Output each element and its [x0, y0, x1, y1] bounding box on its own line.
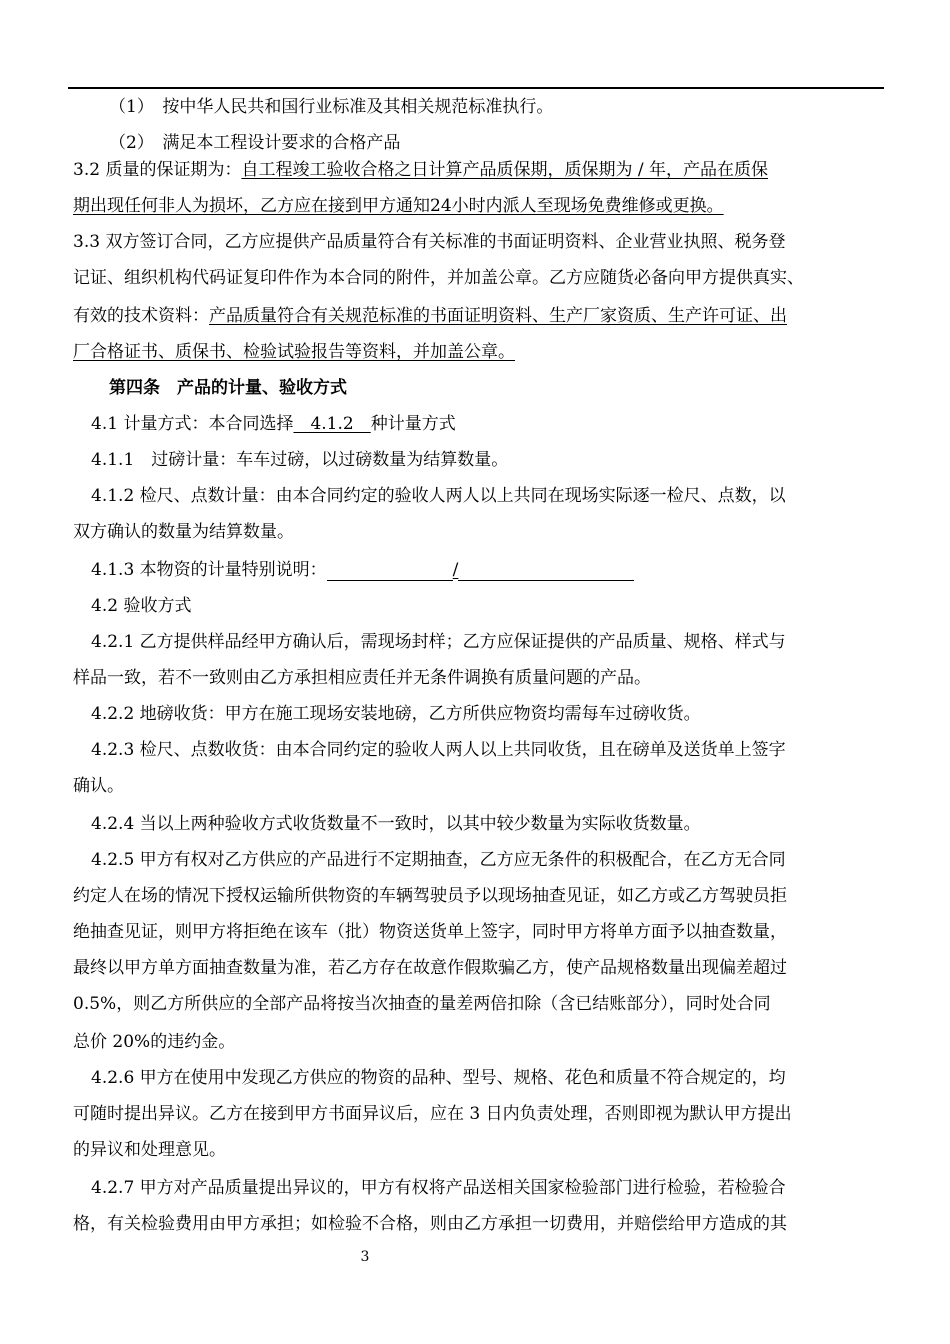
- clause-4-2-6-line-1: 4.2.6 甲方在使用中发现乙方供应的物资的品种、型号、规格、花色和质量不符合规定的，均: [91, 1068, 786, 1088]
- clause-4-2-5-line-5: 0.5%，则乙方所供应的全部产品将按当次抽查的量差两倍扣除（含已结账部分），同时处合同: [73, 994, 771, 1014]
- special-note-blank-right: [458, 560, 634, 581]
- clause-3-3-line-4: [73, 342, 515, 362]
- clause-4-2-1-line-1: 4.2.1 乙方提供样品经甲方确认后，需现场封样；乙方应保证提供的产品质量、规格、样式与: [91, 632, 786, 652]
- article-4-heading: 第四条 产品的计量、验收方式: [109, 378, 347, 398]
- warranty-period-text-cont: 期出现任何非人为损坏，乙方应在接到甲方通知24小时内派人至现场免费维修或更换。: [73, 196, 724, 216]
- clause-4-2-5-line-3: 绝抽查见证，则甲方将拒绝在该车（批）物资送货单上签字，同时甲方将单方面予以抽查数量，: [73, 922, 787, 942]
- clause-4-1-1: 4.1.1 过磅计量：车车过磅，以过磅数量为结算数量。: [91, 450, 509, 470]
- clause-4-2-6-line-3: 的异议和处理意见。: [73, 1140, 226, 1160]
- clause-4-2: 4.2 验收方式: [91, 596, 192, 616]
- measure-method-label: 4.1 计量方式：本合同选择: [91, 414, 294, 434]
- clause-4-2-5-line-6: 总价 20%的违约金。: [73, 1032, 236, 1052]
- clause-4-1: [91, 414, 456, 434]
- clause-4-1-2-line-1: 4.1.2 检尺、点数计量：由本合同约定的验收人两人以上共同在现场实际逐一检尺、点数，以: [91, 486, 786, 506]
- measure-method-value: 4.1.2: [293, 414, 371, 434]
- clause-4-2-7-line-1: 4.2.7 甲方对产品质量提出异议的，甲方有权将产品送相关国家检验部门进行检验，若检验合: [91, 1178, 786, 1198]
- clause-4-2-4: 4.2.4 当以上两种验收方式收货数量不一致时，以其中较少数量为实际收货数量。: [91, 814, 701, 834]
- clause-3-3-line-2: 记证、组织机构代码证复印件作为本合同的附件，并加盖公章。乙方应随货必备向甲方提供真实、: [73, 268, 804, 288]
- clause-4-2-5-line-2: 约定人在场的情况下授权运输所供物资的车辆驾驶员予以现场抽查见证，如乙方或乙方驾驶员拒: [73, 886, 787, 906]
- tech-docs-text-cont: 厂合格证书、质保书、检验试验报告等资料，并加盖公章。: [73, 342, 515, 362]
- clause-3-3-line-1: 3.3 双方签订合同，乙方应提供产品质量符合有关标准的书面证明资料、企业营业执照、税务登: [73, 232, 786, 252]
- clause-item-1: （1） 按中华人民共和国行业标准及其相关规范标准执行。: [109, 97, 554, 117]
- clause-4-2-5-line-4: 最终以甲方单方面抽查数量为准，若乙方存在故意作假欺骗乙方，使产品规格数量出现偏差超过: [73, 958, 787, 978]
- measure-method-suffix: 种计量方式: [370, 414, 456, 434]
- clause-3-3-line-3: [73, 306, 787, 326]
- tech-docs-label: 有效的技术资料：: [73, 306, 209, 326]
- header-rule: [68, 87, 884, 89]
- clause-4-2-1-line-2: 样品一致，若不一致则由乙方承担相应责任并无条件调换有质量问题的产品。: [73, 668, 651, 688]
- clause-4-2-7-line-2: 格，有关检验费用由甲方承担；如检验不合格，则由乙方承担一切费用，并赔偿给甲方造成的其: [73, 1214, 787, 1234]
- special-note-blank-left: [327, 560, 453, 581]
- clause-4-2-6-line-2: 可随时提出异议。乙方在接到甲方书面异议后，应在 3 日内负责处理，否则即视为默认甲方提出: [73, 1104, 792, 1124]
- clause-3-2-line-1: [73, 160, 768, 180]
- clause-4-1-2-line-2: 双方确认的数量为结算数量。: [73, 522, 294, 542]
- clause-4-2-2: 4.2.2 地磅收货：甲方在施工现场安装地磅，乙方所供应物资均需每车过磅收货。: [91, 704, 701, 724]
- special-note-value: /: [452, 560, 459, 580]
- clause-4-2-5-line-1: 4.2.5 甲方有权对乙方供应的产品进行不定期抽查，乙方应无条件的积极配合，在乙方无合同: [91, 850, 786, 870]
- tech-docs-text: 产品质量符合有关规范标准的书面证明资料、生产厂家资质、生产许可证、出: [209, 306, 787, 326]
- page-number: 3: [360, 1249, 370, 1265]
- clause-item-2: （2） 满足本工程设计要求的合格产品: [109, 133, 401, 153]
- special-note-label: 4.1.3 本物资的计量特别说明：: [91, 560, 327, 580]
- clause-4-1-3: [91, 560, 634, 581]
- clause-4-2-3-line-1: 4.2.3 检尺、点数收货：由本合同约定的验收人两人以上共同收货，且在磅单及送货单上签字: [91, 740, 786, 760]
- clause-3-2-label: 3.2 质量的保证期为：: [73, 160, 242, 180]
- warranty-period-text: 自工程竣工验收合格之日计算产品质保期，质保期为 / 年，产品在质保: [241, 160, 768, 180]
- clause-3-2-line-2: [73, 196, 724, 216]
- clause-4-2-3-line-2: 确认。: [73, 776, 124, 796]
